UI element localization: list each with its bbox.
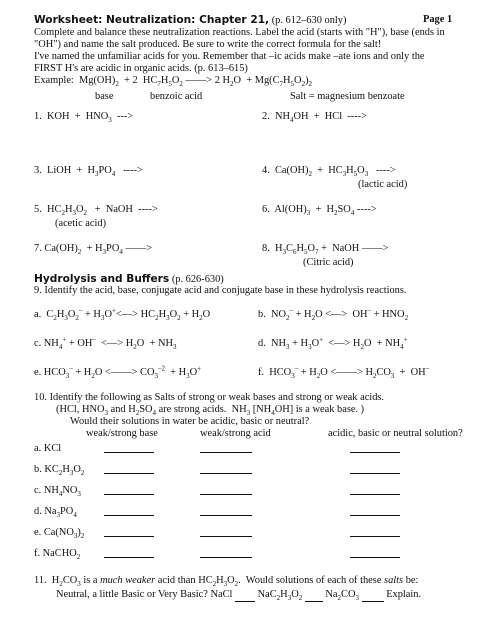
problem-4-note: (lactic acid)	[358, 179, 408, 190]
answer-blank[interactable]	[200, 494, 252, 495]
column-header-base: weak/strong base	[86, 428, 158, 439]
problem-5-note: (acetic acid)	[55, 218, 107, 229]
answer-blank[interactable]	[104, 557, 154, 558]
problem-6: 6. $Al(OH)_3 + H_2SO_4$ ---->	[262, 204, 377, 218]
explain-text: Explain.	[386, 589, 422, 600]
answer-blank[interactable]	[104, 515, 154, 516]
salt-row-c: c. $NH_4NO_3$	[34, 485, 81, 499]
example-salt-label: Salt = magnesium benzoate	[290, 91, 405, 102]
answer-blank-na2co3[interactable]	[362, 589, 384, 602]
reaction-f: f. $HCO_3^- + H_2O$ <——> $H_2CO_3 + OH^-$	[258, 364, 430, 381]
answer-blank[interactable]	[104, 452, 154, 453]
answer-blank-nac2h3o2[interactable]	[305, 589, 323, 602]
problem-2: 2. $NH_4OH$ + HCl ---->	[262, 111, 367, 125]
answer-blank[interactable]	[200, 473, 252, 474]
question-9: 9. Identify the acid, base, conjugate acid and conjugate base in these hydrolysis reactions.	[34, 285, 407, 296]
reaction-c: c. $NH_4^+ + OH^-$ <—> $H_2O + NH_3$	[34, 335, 177, 352]
problem-1: 1. KOH + $HNO_3$ --->	[34, 111, 134, 125]
answer-blank[interactable]	[350, 536, 400, 537]
instructions-line-1: Complete and balance these neutralization reactions. Label the acid (starts with "H"), base (ends in	[34, 27, 445, 38]
salt-row-d: d. $Na_3PO_4$	[34, 506, 77, 520]
question-10-line-2: (HCl, $HNO_3$ and $H_2SO_4$ are strong acids. $NH_3$ $[NH_4OH]$ is a weak base. )	[56, 404, 365, 418]
reaction-b: b. $NO_2^- + H_2O$ <—> $OH^- + HNO_2$	[258, 306, 409, 323]
reaction-d: d. $NH_3 + H_3O^+$ <—> $H_2O + NH_4^+$	[258, 335, 408, 352]
question-10-line-3: Would their solutions in water be acidic, basic or neutral?	[70, 416, 310, 427]
instructions-line-4: FIRST H's are acidic in organic acids. (p. 613–615)	[34, 63, 248, 74]
column-header-acid: weak/strong acid	[200, 428, 271, 439]
title-pages: (p. 612–630 only)	[271, 15, 347, 26]
problem-7: 7. $Ca(OH)_2 + H_3PO_4$ ——>	[34, 243, 153, 257]
section-2-title: Hydrolysis and Buffers (p. 626-630)	[34, 273, 224, 285]
answer-blank[interactable]	[200, 536, 252, 537]
answer-blank[interactable]	[104, 536, 154, 537]
example-acid-label: benzoic acid	[150, 91, 203, 102]
answer-blank[interactable]	[104, 473, 154, 474]
column-header-solution: acidic, basic or neutral solution?	[328, 428, 463, 439]
instructions-line-2: "OH") and name the salt produced. Be sure to write the correct formula for the salt!	[34, 39, 382, 50]
salt-row-f: f. NaCHO$_2$	[34, 548, 81, 562]
problem-8: 8. $H_3C_6H_5O_7$ + NaOH ——>	[262, 243, 389, 257]
question-11-line-1: 11. $H_2CO_3$ is a much weaker acid than $HC_2H_3O_2$. Would solutions of each of these salts be:	[34, 575, 419, 589]
reaction-e: e. $HCO_3^- + H_2O$ <——> $CO_3^{-2} + H_3O^+$	[34, 364, 202, 381]
answer-blank[interactable]	[350, 452, 400, 453]
answer-blank[interactable]	[104, 494, 154, 495]
reaction-a: a. $C_2H_3O_2^-$ + $H_3O^+<—> HC_2H_3O_2 + H_2O$	[34, 306, 211, 323]
answer-blank[interactable]	[200, 557, 252, 558]
question-10-line-1: 10. Identify the following as Salts of strong or weak bases and strong or weak acids.	[34, 392, 385, 403]
question-11-line-2: Neutral, a little Basic or Very Basic? NaCl $NaC_2H_3O_2$ $Na_2CO_3$ Explain.	[56, 589, 422, 603]
salt-row-b: b. $KC_2H_3O_2$	[34, 464, 85, 478]
answer-blank-nacl[interactable]	[235, 589, 255, 602]
answer-blank[interactable]	[350, 494, 400, 495]
salt-row-e: e. $Ca(NO_3)_2$	[34, 527, 85, 541]
problem-8-note: (Citric acid)	[303, 257, 354, 268]
worksheet-title: Worksheet: Neutralization: Chapter 21,	[34, 14, 270, 26]
answer-blank[interactable]	[200, 515, 252, 516]
page-number: Page 1	[423, 14, 453, 25]
title-line	[34, 14, 346, 27]
answer-blank[interactable]	[350, 515, 400, 516]
example-base-label: base	[95, 91, 114, 102]
problem-5: 5. $HC_2H_3O_2$ + NaOH ---->	[34, 204, 158, 218]
answer-blank[interactable]	[200, 452, 252, 453]
example-equation: Example: $Mg(OH)_2 + 2$ $HC_7H_5O_2$ ——> 2 $H_2O + Mg(C_7H_5O_2)_2$	[34, 75, 313, 89]
problem-4: 4. $Ca(OH)_2 + HC_3H_5O_3$ ---->	[262, 165, 396, 179]
answer-blank[interactable]	[350, 557, 400, 558]
answer-blank[interactable]	[350, 473, 400, 474]
instructions-line-3: I've named the unfamiliar acids for you. Remember that –ic acids make –ate ions and only the	[34, 51, 425, 62]
problem-3: 3. LiOH + $H_3PO_4$ ---->	[34, 165, 143, 179]
salt-row-a: a. KCl	[34, 443, 62, 454]
